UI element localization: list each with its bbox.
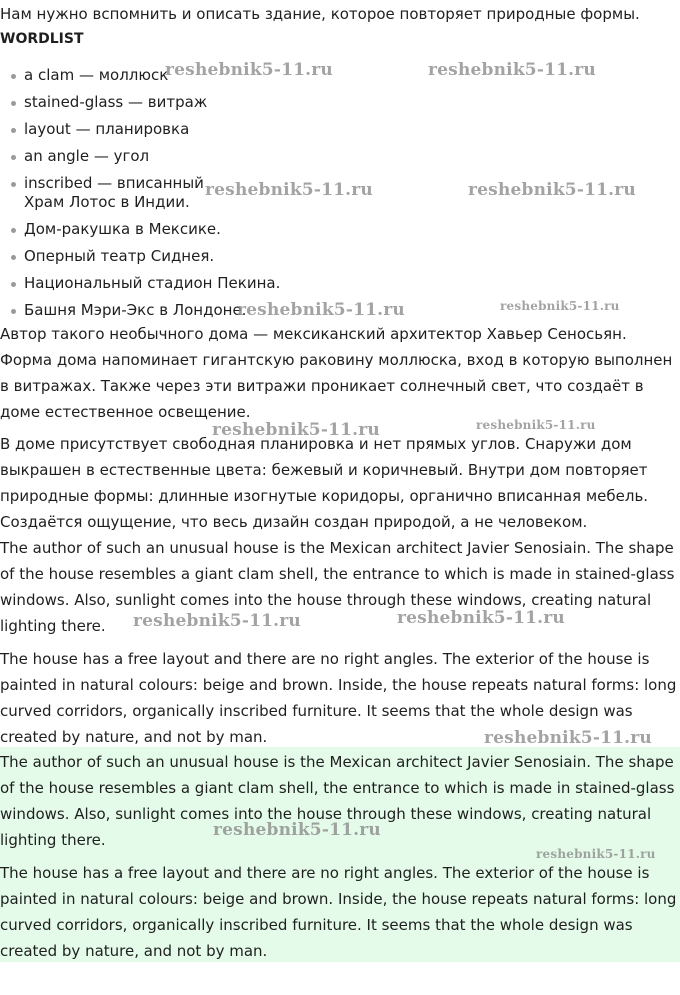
watermark: reshebnik5-11.ru: [165, 60, 333, 80]
watermark: reshebnik5-11.ru: [212, 420, 380, 440]
bullet-icon: [11, 282, 16, 287]
watermark: reshebnik5-11.ru: [500, 299, 620, 313]
watermark: reshebnik5-11.ru: [397, 608, 565, 628]
list-item: inscribed — вписанный Храм Лотос в Индии.: [0, 170, 280, 216]
watermark: reshebnik5-11.ru: [476, 418, 596, 432]
wordlist-heading: WORDLIST: [0, 31, 84, 47]
watermark: reshebnik5-11.ru: [205, 180, 373, 200]
watermark: reshebnik5-11.ru: [484, 728, 652, 748]
watermark: reshebnik5-11.ru: [237, 300, 405, 320]
watermark: reshebnik5-11.ru: [468, 180, 636, 200]
bullet-icon: [11, 128, 16, 133]
list-item: Оперный театр Сиднея.: [0, 243, 280, 270]
list-item: an angle — угол: [0, 143, 280, 170]
bullet-icon: [11, 101, 16, 106]
en-paragraph-1-highlighted: The author of such an unusual house is the Mexican architect Javier Senosiain. The shape of the house resembles a giant clam shell, the entrance to which is made in stained-glass windows. Also, sunlight comes into the house through these windows, creating natural lighting there.: [0, 753, 675, 849]
bullet-icon: [11, 155, 16, 160]
list-item: Башня Мэри-Экс в Лондоне.: [0, 297, 280, 324]
watermark: reshebnik5-11.ru: [428, 60, 596, 80]
bullet-icon: [11, 309, 16, 314]
list-item: Национальный стадион Пекина.: [0, 270, 280, 297]
list-item: Дом-ракушка в Мексике.: [0, 216, 280, 243]
en-paragraph-2: The house has a free layout and there are no right angles. The exterior of the house is painted in natural colours: beige and brown. Inside, the house repeats natural forms: long curved corridors, organically inscribed furniture. It seems that the whole design was created by nature, and not by man.: [0, 650, 677, 746]
intro-text: Нам нужно вспомнить и описать здание, которое повторяет природные формы.: [0, 5, 640, 23]
bullet-icon: [11, 228, 16, 233]
list-item: stained-glass — витраж: [0, 89, 280, 116]
ru-paragraph-2: В доме присутствует свободная планировка и нет прямых углов. Снаружи дом выкрашен в естественные цвета: бежевый и коричневый. Внутри дом повторяет природные формы: длинные изогнутые коридоры, органично вписанная мебель. Создаётся ощущение, что весь дизайн создан природой, а не человеком.: [0, 435, 649, 531]
bullet-icon: [11, 182, 16, 187]
watermark: reshebnik5-11.ru: [536, 847, 656, 861]
list-item: layout — планировка: [0, 116, 280, 143]
en-paragraph-2-highlighted: The house has a free layout and there are no right angles. The exterior of the house is painted in natural colours: beige and brown. Inside, the house repeats natural forms: long curved corridors, organically inscribed furniture. It seems that the whole design was created by nature, and not by man.: [0, 864, 677, 960]
bullet-icon: [11, 74, 16, 79]
en-paragraph-1: The author of such an unusual house is the Mexican architect Javier Senosiain. The shape of the house resembles a giant clam shell, the entrance to which is made in stained-glass windows. Also, sunlight comes into the house through these windows, creating natural lighting there.: [0, 539, 675, 635]
list-item: a clam — моллюск: [0, 62, 280, 89]
watermark: reshebnik5-11.ru: [133, 611, 301, 631]
watermark: reshebnik5-11.ru: [213, 820, 381, 840]
ru-paragraph-1: Автор такого необычного дома — мексиканский архитектор Хавьер Сеносьян. Форма дома напоминает гигантскую раковину моллюска, вход в которую выполнен в витражах. Также через эти витражи проникает солнечный свет, что создаёт в доме естественное освещение.: [0, 325, 673, 421]
bullet-icon: [11, 255, 16, 260]
